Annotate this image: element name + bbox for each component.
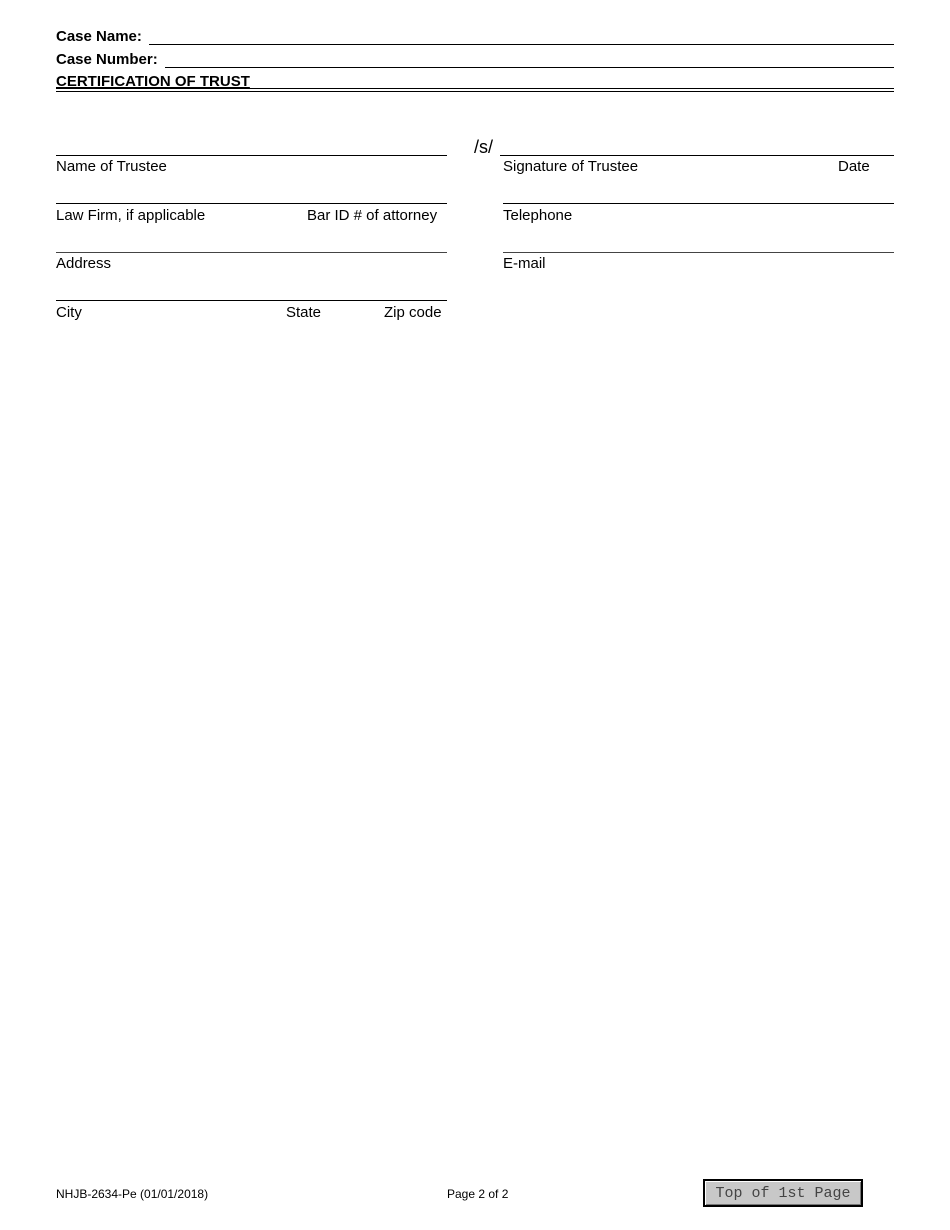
form-id: NHJB-2634-Pe (01/01/2018) <box>56 1187 209 1201</box>
name-of-trustee-label: Name of Trustee <box>56 158 167 175</box>
telephone-field[interactable] <box>503 203 894 204</box>
title-rule-2 <box>56 91 894 92</box>
zip-code-label: Zip code <box>384 304 442 321</box>
page-number: Page 2 of 2 <box>447 1187 509 1201</box>
name-of-trustee-field[interactable] <box>56 155 447 156</box>
law-firm-field[interactable] <box>56 203 447 204</box>
case-number-label: Case Number: <box>56 51 158 68</box>
address-label: Address <box>56 255 112 272</box>
bar-id-label: Bar ID # of attorney <box>307 207 438 224</box>
city-label: City <box>56 304 82 321</box>
section-title: CERTIFICATION OF TRUST <box>56 73 250 90</box>
signature-prefix: /s/ <box>474 137 494 157</box>
signature-of-trustee-label: Signature of Trustee <box>503 158 639 175</box>
signature-field[interactable] <box>500 155 894 156</box>
email-label: E-mail <box>503 255 546 272</box>
case-number-field[interactable] <box>165 67 894 68</box>
law-firm-label: Law Firm, if applicable <box>56 207 206 224</box>
address-field[interactable] <box>56 252 447 253</box>
title-rule-1 <box>56 88 894 89</box>
email-field[interactable] <box>503 252 894 253</box>
city-state-zip-field[interactable] <box>56 300 447 301</box>
case-name-label: Case Name: <box>56 28 142 45</box>
state-label: State <box>286 304 322 321</box>
telephone-label: Telephone <box>503 207 573 224</box>
date-label: Date <box>838 158 870 175</box>
top-of-first-page-button[interactable]: Top of 1st Page <box>703 1179 863 1207</box>
case-name-field[interactable] <box>149 44 894 45</box>
